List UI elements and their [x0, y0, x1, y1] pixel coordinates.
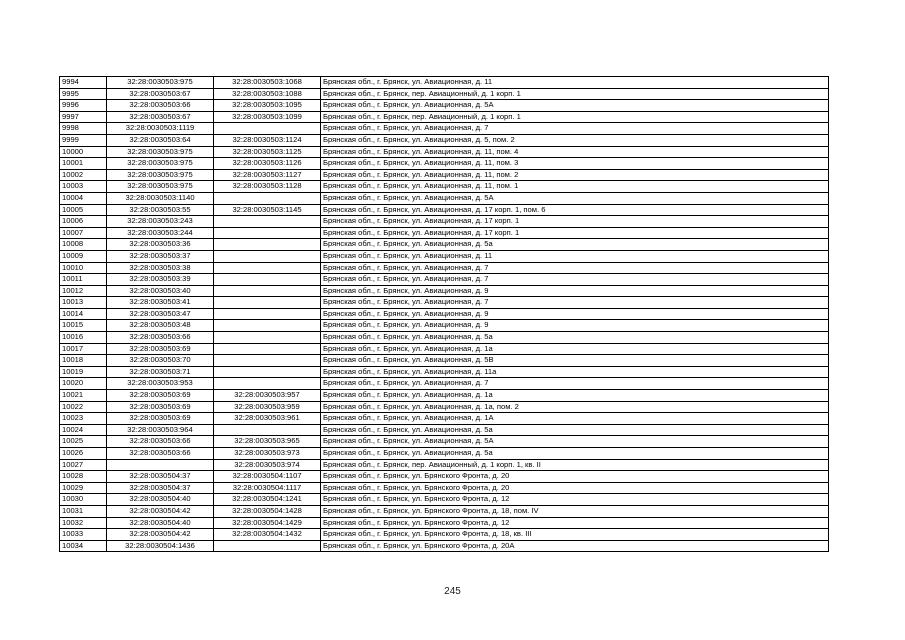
parent-cadastral-number-cell: 32:28:0030503:38 — [107, 262, 214, 274]
table-row — [60, 192, 829, 204]
parent-cadastral-number-cell: 32:28:0030504:42 — [107, 505, 214, 517]
address-cell: Брянская обл., г. Брянск, ул. Авиационная, д. 17 корп. 1 — [321, 227, 829, 239]
cadastral-number-cell: 32:28:0030503:965 — [214, 436, 321, 448]
row-number-cell: 10025 — [60, 436, 107, 448]
row-number-cell: 10027 — [60, 459, 107, 471]
row-number-cell: 9994 — [60, 77, 107, 89]
cadastral-number-cell: 32:28:0030503:957 — [214, 390, 321, 402]
table-row — [60, 517, 829, 529]
row-number-cell: 10034 — [60, 540, 107, 552]
address-cell: Брянская обл., г. Брянск, пер. Авиационный, д. 1 корп. 1 — [321, 111, 829, 123]
parent-cadastral-number-cell: 32:28:0030503:1140 — [107, 192, 214, 204]
table-row — [60, 77, 829, 89]
cadastral-number-cell: 32:28:0030503:1127 — [214, 169, 321, 181]
parent-cadastral-number-cell — [107, 459, 214, 471]
cadastral-number-cell: 32:28:0030503:974 — [214, 459, 321, 471]
cadastral-number-cell — [214, 274, 321, 286]
address-cell: Брянская обл., г. Брянск, ул. Авиационная, д. 5В — [321, 355, 829, 367]
row-number-cell: 9995 — [60, 88, 107, 100]
address-cell: Брянская обл., г. Брянск, ул. Авиационная, д. 5а — [321, 424, 829, 436]
address-cell: Брянская обл., г. Брянск, ул. Авиационная, д. 5а — [321, 448, 829, 460]
cadastral-number-cell — [214, 262, 321, 274]
parent-cadastral-number-cell: 32:28:0030503:69 — [107, 413, 214, 425]
row-number-cell: 9999 — [60, 134, 107, 146]
address-cell: Брянская обл., г. Брянск, ул. Авиационная, д. 5а — [321, 332, 829, 344]
address-cell: Брянская обл., г. Брянск, ул. Авиационная, д. 7 — [321, 262, 829, 274]
address-cell: Брянская обл., г. Брянск, ул. Авиационная, д. 5А — [321, 436, 829, 448]
table-row — [60, 262, 829, 274]
parent-cadastral-number-cell: 32:28:0030503:67 — [107, 111, 214, 123]
table-row — [60, 297, 829, 309]
address-cell: Брянская обл., г. Брянск, ул. Авиационная, д. 1а — [321, 343, 829, 355]
table-row — [60, 158, 829, 170]
address-cell: Брянская обл., г. Брянск, ул. Авиационная, д. 11 — [321, 77, 829, 89]
row-number-cell: 10033 — [60, 529, 107, 541]
address-cell: Брянская обл., г. Брянск, ул. Авиационная, д. 11, пом. 1 — [321, 181, 829, 193]
cadastral-number-cell: 32:28:0030503:959 — [214, 401, 321, 413]
row-number-cell: 10030 — [60, 494, 107, 506]
table-row — [60, 239, 829, 251]
table-row — [60, 390, 829, 402]
address-cell: Брянская обл., г. Брянск, ул. Авиационная, д. 1А — [321, 413, 829, 425]
address-cell: Брянская обл., г. Брянск, ул. Брянского Фронта, д. 12 — [321, 494, 829, 506]
table-row — [60, 413, 829, 425]
parent-cadastral-number-cell: 32:28:0030504:1436 — [107, 540, 214, 552]
cadastral-number-cell: 32:28:0030504:1117 — [214, 482, 321, 494]
cadastral-number-cell: 32:28:0030503:1125 — [214, 146, 321, 158]
row-number-cell: 10020 — [60, 378, 107, 390]
table-row — [60, 169, 829, 181]
parent-cadastral-number-cell: 32:28:0030503:69 — [107, 390, 214, 402]
parent-cadastral-number-cell: 32:28:0030503:975 — [107, 146, 214, 158]
row-number-cell: 10012 — [60, 285, 107, 297]
row-number-cell: 10013 — [60, 297, 107, 309]
address-cell: Брянская обл., г. Брянск, ул. Авиационная, д. 11, пом. 3 — [321, 158, 829, 170]
row-number-cell: 10014 — [60, 308, 107, 320]
parent-cadastral-number-cell: 32:28:0030503:975 — [107, 158, 214, 170]
address-cell: Брянская обл., г. Брянск, ул. Авиационная, д. 7 — [321, 378, 829, 390]
parent-cadastral-number-cell: 32:28:0030503:39 — [107, 274, 214, 286]
address-cell: Брянская обл., г. Брянск, пер. Авиационный, д. 1 корп. 1, кв. II — [321, 459, 829, 471]
row-number-cell: 10007 — [60, 227, 107, 239]
address-cell: Брянская обл., г. Брянск, ул. Авиационная, д. 1а, пом. 2 — [321, 401, 829, 413]
table-row — [60, 88, 829, 100]
cadastral-number-cell: 32:28:0030503:961 — [214, 413, 321, 425]
row-number-cell: 10000 — [60, 146, 107, 158]
parent-cadastral-number-cell: 32:28:0030503:66 — [107, 436, 214, 448]
parent-cadastral-number-cell: 32:28:0030503:975 — [107, 77, 214, 89]
cadastral-number-cell — [214, 378, 321, 390]
row-number-cell: 10018 — [60, 355, 107, 367]
parent-cadastral-number-cell: 32:28:0030503:69 — [107, 343, 214, 355]
row-number-cell: 10005 — [60, 204, 107, 216]
table-row — [60, 100, 829, 112]
row-number-cell: 10031 — [60, 505, 107, 517]
address-cell: Брянская обл., г. Брянск, ул. Авиационная, д. 11, пом. 4 — [321, 146, 829, 158]
table-row — [60, 436, 829, 448]
table-row — [60, 448, 829, 460]
parent-cadastral-number-cell: 32:28:0030503:40 — [107, 285, 214, 297]
row-number-cell: 10029 — [60, 482, 107, 494]
parent-cadastral-number-cell: 32:28:0030504:42 — [107, 529, 214, 541]
parent-cadastral-number-cell: 32:28:0030503:47 — [107, 308, 214, 320]
table-row — [60, 378, 829, 390]
address-cell: Брянская обл., г. Брянск, ул. Авиационная, д. 11, пом. 2 — [321, 169, 829, 181]
cadastral-number-cell — [214, 216, 321, 228]
row-number-cell: 10008 — [60, 239, 107, 251]
cadastral-number-cell — [214, 366, 321, 378]
address-cell: Брянская обл., г. Брянск, ул. Авиационная, д. 9 — [321, 308, 829, 320]
parent-cadastral-number-cell: 32:28:0030504:40 — [107, 494, 214, 506]
table-row — [60, 285, 829, 297]
row-number-cell: 10028 — [60, 471, 107, 483]
cadastral-table-body — [60, 77, 829, 552]
row-number-cell: 10023 — [60, 413, 107, 425]
cadastral-number-cell — [214, 227, 321, 239]
table-row — [60, 482, 829, 494]
row-number-cell: 10026 — [60, 448, 107, 460]
cadastral-number-cell: 32:28:0030504:1107 — [214, 471, 321, 483]
parent-cadastral-number-cell: 32:28:0030503:243 — [107, 216, 214, 228]
row-number-cell: 10024 — [60, 424, 107, 436]
cadastral-number-cell — [214, 308, 321, 320]
row-number-cell: 10011 — [60, 274, 107, 286]
row-number-cell: 10021 — [60, 390, 107, 402]
cadastral-number-cell: 32:28:0030503:1124 — [214, 134, 321, 146]
cadastral-number-cell: 32:28:0030504:1428 — [214, 505, 321, 517]
row-number-cell: 10015 — [60, 320, 107, 332]
row-number-cell: 10003 — [60, 181, 107, 193]
cadastral-number-cell: 32:28:0030503:1126 — [214, 158, 321, 170]
table-row — [60, 355, 829, 367]
table-row — [60, 401, 829, 413]
parent-cadastral-number-cell: 32:28:0030503:964 — [107, 424, 214, 436]
cadastral-number-cell — [214, 297, 321, 309]
cadastral-number-cell: 32:28:0030503:1099 — [214, 111, 321, 123]
cadastral-number-cell — [214, 424, 321, 436]
table-row — [60, 123, 829, 135]
parent-cadastral-number-cell: 32:28:0030503:55 — [107, 204, 214, 216]
row-number-cell: 10004 — [60, 192, 107, 204]
address-cell: Брянская обл., г. Брянск, пер. Авиационный, д. 1 корп. 1 — [321, 88, 829, 100]
table-row — [60, 227, 829, 239]
cadastral-number-cell — [214, 285, 321, 297]
cadastral-number-cell: 32:28:0030504:1429 — [214, 517, 321, 529]
parent-cadastral-number-cell: 32:28:0030503:1119 — [107, 123, 214, 135]
page-number: 245 — [444, 586, 461, 597]
parent-cadastral-number-cell: 32:28:0030503:69 — [107, 401, 214, 413]
table-row — [60, 204, 829, 216]
row-number-cell: 10019 — [60, 366, 107, 378]
table-row — [60, 494, 829, 506]
parent-cadastral-number-cell: 32:28:0030503:64 — [107, 134, 214, 146]
table-row — [60, 216, 829, 228]
cadastral-number-cell — [214, 192, 321, 204]
parent-cadastral-number-cell: 32:28:0030503:975 — [107, 169, 214, 181]
table-row — [60, 146, 829, 158]
table-row — [60, 111, 829, 123]
address-cell: Брянская обл., г. Брянск, ул. Брянского Фронта, д. 20 — [321, 482, 829, 494]
cadastral-number-cell: 32:28:0030503:973 — [214, 448, 321, 460]
parent-cadastral-number-cell: 32:28:0030503:71 — [107, 366, 214, 378]
cadastral-number-cell — [214, 320, 321, 332]
row-number-cell: 10001 — [60, 158, 107, 170]
cadastral-number-cell: 32:28:0030504:1241 — [214, 494, 321, 506]
table-row — [60, 343, 829, 355]
row-number-cell: 10017 — [60, 343, 107, 355]
address-cell: Брянская обл., г. Брянск, ул. Авиационная, д. 7 — [321, 123, 829, 135]
address-cell: Брянская обл., г. Брянск, ул. Авиационная, д. 9 — [321, 285, 829, 297]
table-row — [60, 181, 829, 193]
address-cell: Брянская обл., г. Брянск, ул. Авиационная, д. 7 — [321, 274, 829, 286]
cadastral-number-cell: 32:28:0030504:1432 — [214, 529, 321, 541]
address-cell: Брянская обл., г. Брянск, ул. Авиационная, д. 17 корп. 1 — [321, 216, 829, 228]
table-row — [60, 366, 829, 378]
cadastral-number-cell — [214, 343, 321, 355]
row-number-cell: 9996 — [60, 100, 107, 112]
parent-cadastral-number-cell: 32:28:0030503:36 — [107, 239, 214, 251]
address-cell: Брянская обл., г. Брянск, ул. Брянского Фронта, д. 18, пом. IV — [321, 505, 829, 517]
table-row — [60, 471, 829, 483]
table-row — [60, 529, 829, 541]
cadastral-number-cell: 32:28:0030503:1128 — [214, 181, 321, 193]
parent-cadastral-number-cell: 32:28:0030503:244 — [107, 227, 214, 239]
parent-cadastral-number-cell: 32:28:0030503:37 — [107, 250, 214, 262]
parent-cadastral-number-cell: 32:28:0030503:41 — [107, 297, 214, 309]
row-number-cell: 10022 — [60, 401, 107, 413]
parent-cadastral-number-cell: 32:28:0030503:975 — [107, 181, 214, 193]
cadastral-number-cell: 32:28:0030503:1095 — [214, 100, 321, 112]
table-row — [60, 250, 829, 262]
row-number-cell: 9997 — [60, 111, 107, 123]
parent-cadastral-number-cell: 32:28:0030503:66 — [107, 332, 214, 344]
address-cell: Брянская обл., г. Брянск, ул. Авиационная, д. 1а — [321, 390, 829, 402]
cadastral-number-cell — [214, 239, 321, 251]
address-cell: Брянская обл., г. Брянск, ул. Брянского Фронта, д. 18, кв. III — [321, 529, 829, 541]
row-number-cell: 10032 — [60, 517, 107, 529]
address-cell: Брянская обл., г. Брянск, ул. Авиационная, д. 17 корп. 1, пом. 6 — [321, 204, 829, 216]
cadastral-number-cell: 32:28:0030503:1068 — [214, 77, 321, 89]
address-cell: Брянская обл., г. Брянск, ул. Авиационная, д. 5А — [321, 192, 829, 204]
parent-cadastral-number-cell: 32:28:0030503:70 — [107, 355, 214, 367]
address-cell: Брянская обл., г. Брянск, ул. Брянского Фронта, д. 20 — [321, 471, 829, 483]
row-number-cell: 9998 — [60, 123, 107, 135]
cadastral-number-cell — [214, 250, 321, 262]
row-number-cell: 10010 — [60, 262, 107, 274]
row-number-cell: 10009 — [60, 250, 107, 262]
cadastral-number-cell — [214, 123, 321, 135]
table-row — [60, 424, 829, 436]
table-row — [60, 332, 829, 344]
address-cell: Брянская обл., г. Брянск, ул. Авиационная, д. 9 — [321, 320, 829, 332]
address-cell: Брянская обл., г. Брянск, ул. Авиационная, д. 5, пом. 2 — [321, 134, 829, 146]
parent-cadastral-number-cell: 32:28:0030503:66 — [107, 100, 214, 112]
cadastral-number-cell — [214, 355, 321, 367]
table-row — [60, 320, 829, 332]
address-cell: Брянская обл., г. Брянск, ул. Авиационная, д. 5А — [321, 100, 829, 112]
cadastral-number-cell: 32:28:0030503:1088 — [214, 88, 321, 100]
table-row — [60, 505, 829, 517]
cadastral-number-cell — [214, 540, 321, 552]
address-cell: Брянская обл., г. Брянск, ул. Авиационная, д. 7 — [321, 297, 829, 309]
address-cell: Брянская обл., г. Брянск, ул. Брянского Фронта, д. 20А — [321, 540, 829, 552]
table-row — [60, 540, 829, 552]
cadastral-number-cell: 32:28:0030503:1145 — [214, 204, 321, 216]
address-cell: Брянская обл., г. Брянск, ул. Брянского Фронта, д. 12 — [321, 517, 829, 529]
parent-cadastral-number-cell: 32:28:0030504:37 — [107, 471, 214, 483]
address-cell: Брянская обл., г. Брянск, ул. Авиационная, д. 5а — [321, 239, 829, 251]
parent-cadastral-number-cell: 32:28:0030503:48 — [107, 320, 214, 332]
cadastral-table — [59, 76, 829, 552]
address-cell: Брянская обл., г. Брянск, ул. Авиационная, д. 11а — [321, 366, 829, 378]
parent-cadastral-number-cell: 32:28:0030503:953 — [107, 378, 214, 390]
parent-cadastral-number-cell: 32:28:0030504:40 — [107, 517, 214, 529]
row-number-cell: 10006 — [60, 216, 107, 228]
row-number-cell: 10016 — [60, 332, 107, 344]
parent-cadastral-number-cell: 32:28:0030503:66 — [107, 448, 214, 460]
parent-cadastral-number-cell: 32:28:0030504:37 — [107, 482, 214, 494]
parent-cadastral-number-cell: 32:28:0030503:67 — [107, 88, 214, 100]
table-row — [60, 274, 829, 286]
table-row — [60, 459, 829, 471]
row-number-cell: 10002 — [60, 169, 107, 181]
table-row — [60, 308, 829, 320]
cadastral-number-cell — [214, 332, 321, 344]
address-cell: Брянская обл., г. Брянск, ул. Авиационная, д. 11 — [321, 250, 829, 262]
table-row — [60, 134, 829, 146]
